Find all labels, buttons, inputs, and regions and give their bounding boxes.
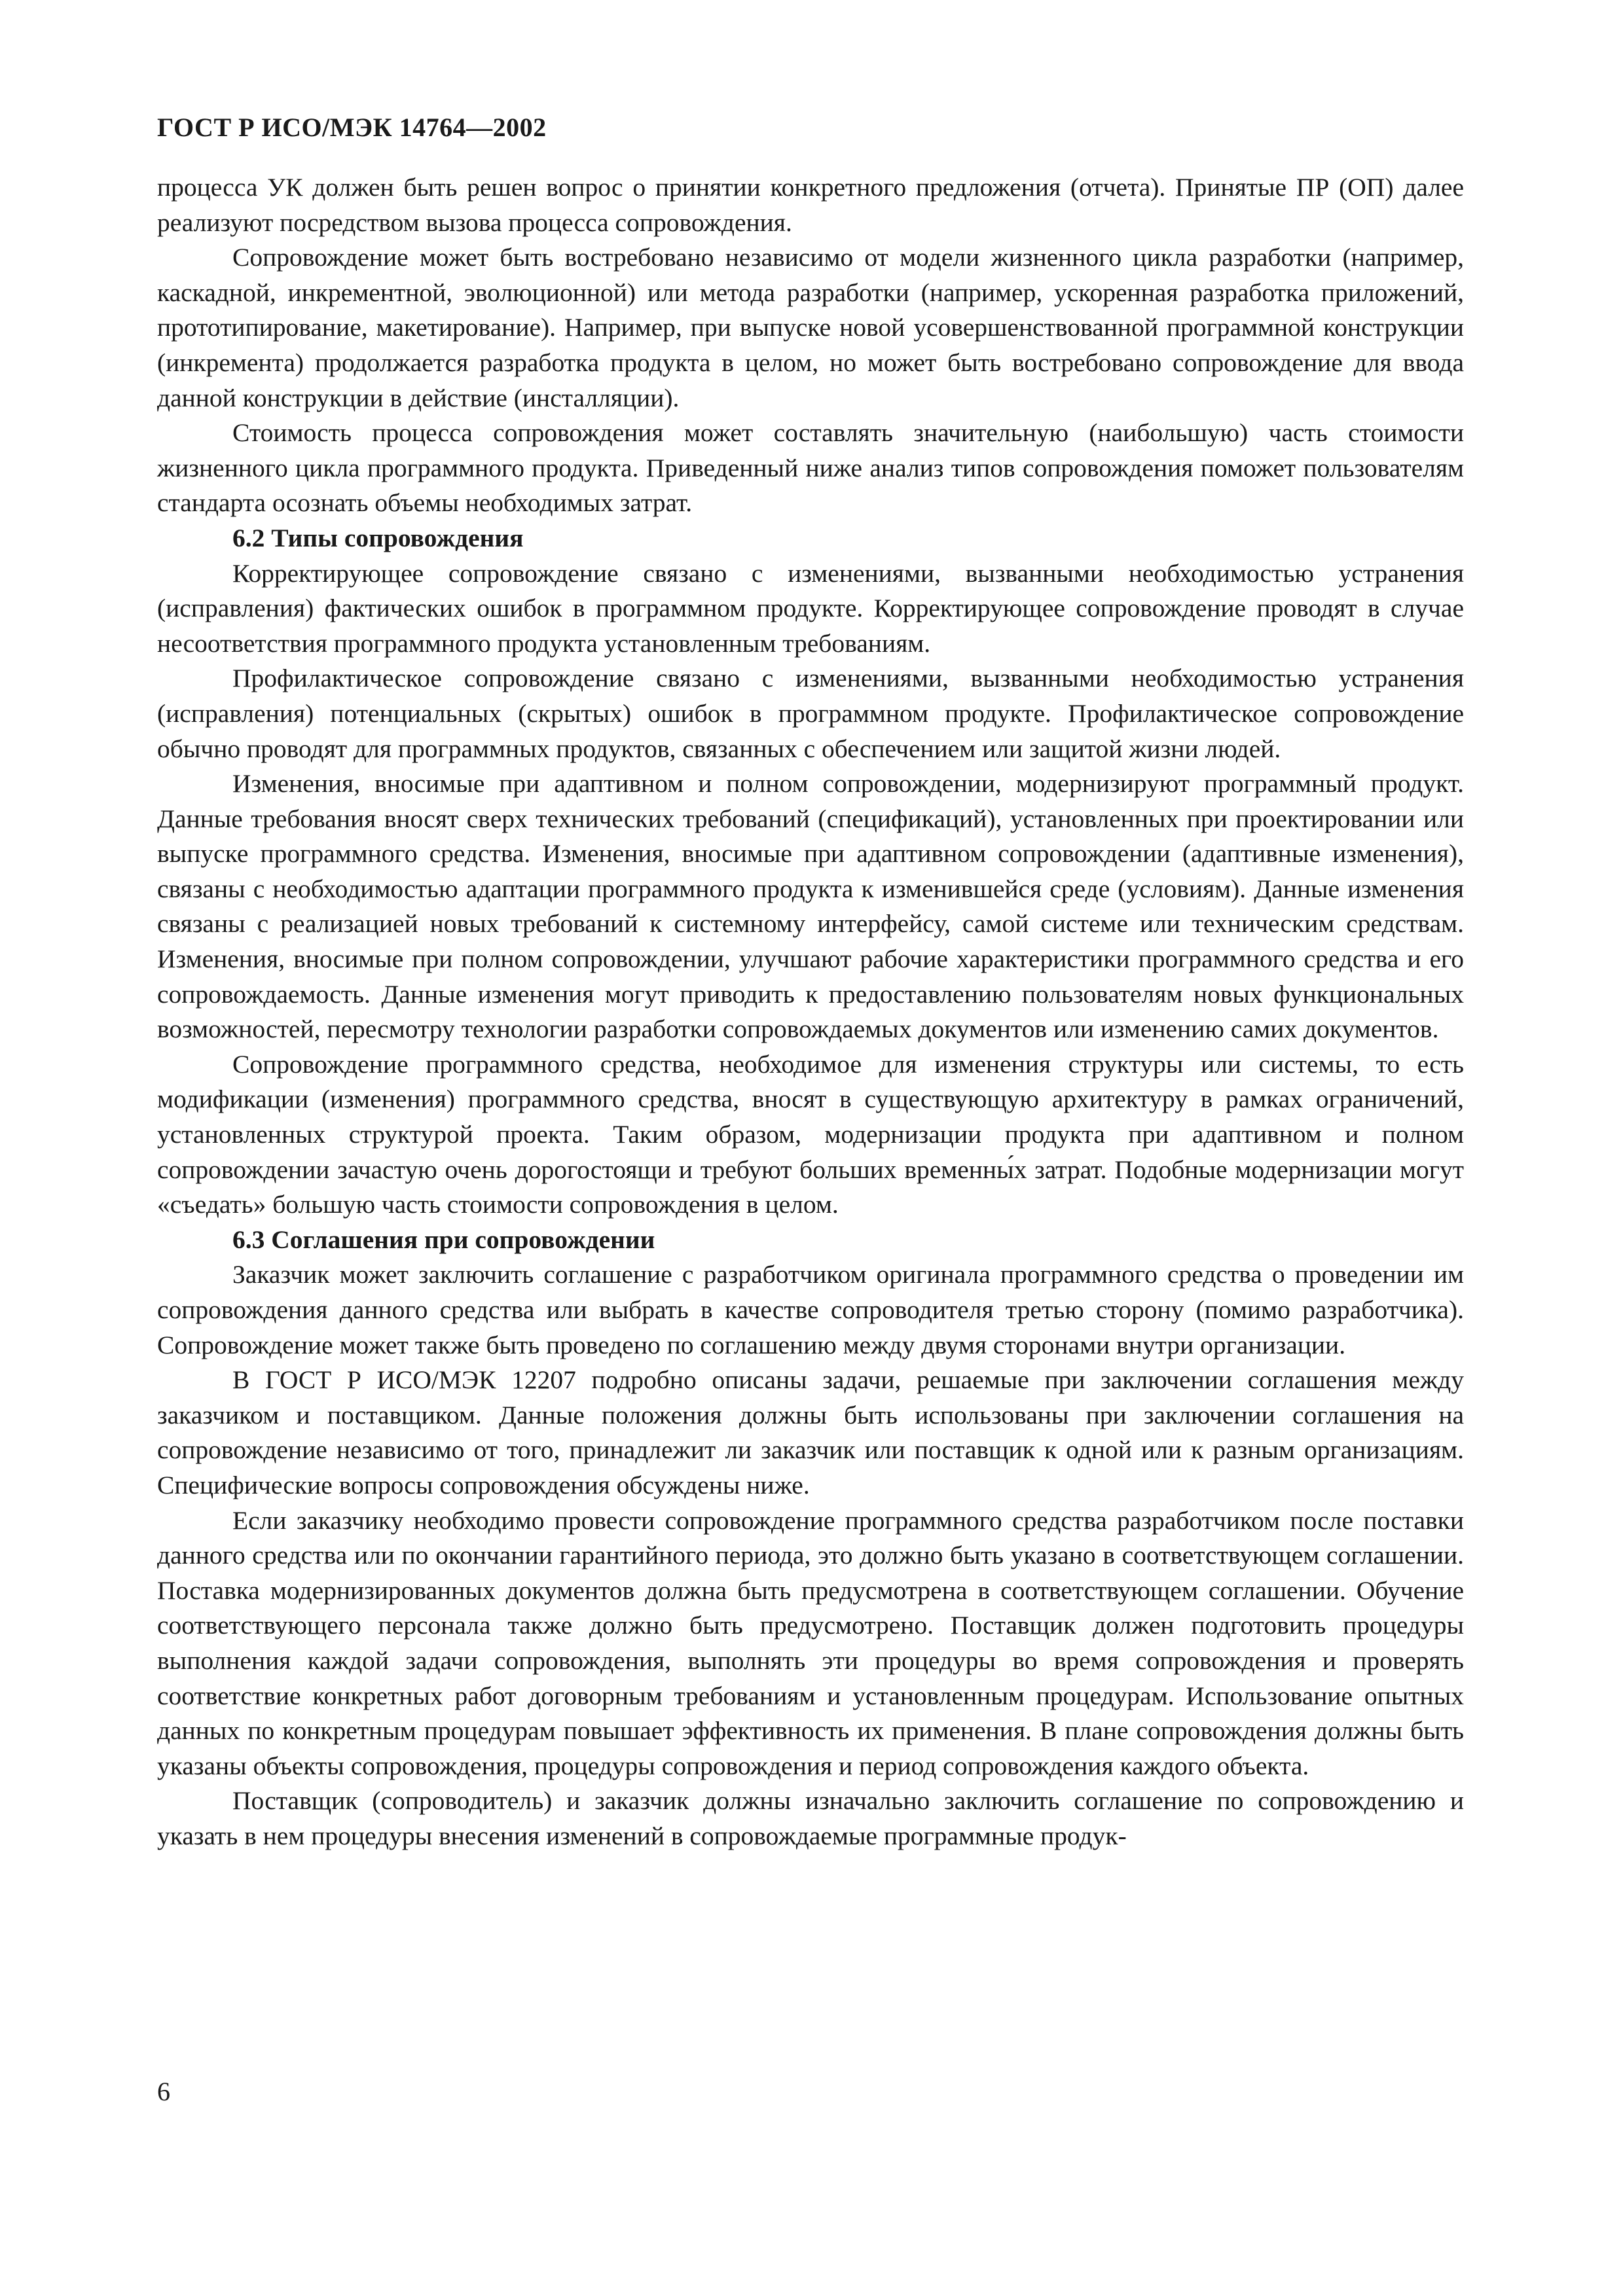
paragraph: Если заказчику необходимо провести сопровождение программного средства разработчиком после поставки данного средства или по окончании гарантийного периода, это должно быть указано в соответствующем соглашении. Поставка модернизированных документов должна быть предусмотрена в соответствующем соглашении. Обучение соответствующего персонала также должно быть предусмотрено. Поставщик должен подготовить процедуры выполнения каждой задачи сопровождения, выполнять эти процедуры во время сопровождения и проверять соответствие конкретных работ договорным требованиям и установленным процедурам. Использование опытных данных по конкретным процедурам повышает эффективность их применения. В плане сопровождения должны быть указаны объекты сопровождения, процедуры сопровождения и период сопровождения каждого объекта. (157, 1505, 1464, 1780)
page-number: 6 (157, 2077, 170, 2106)
section-heading-6-3: 6.3 Соглашения при сопровождении (232, 1225, 655, 1254)
document-page (157, 111, 1464, 1854)
paragraph: Поставщик (сопроводитель) и заказчик должны изначально заключить соглашение по сопровождению и указать в нем процедуры внесения изменений в сопровождаемые программные продук- (157, 1786, 1464, 1850)
paragraph: Заказчик может заключить соглашение с разработчиком оригинала программного средства о проведении им сопровождения данного средства или выбрать в качестве сопроводителя третью сторону (помимо разработчика). Сопровождение может также быть проведено по соглашению между двумя сторонами внутри организации. (157, 1260, 1464, 1359)
paragraph: Корректирующее сопровождение связано с изменениями, вызванными необходимостью устранения (исправления) фактических ошибок в программном продукте. Корректирующее сопровождение проводят в случае несоответствия программного продукта установленным требованиям. (157, 558, 1464, 658)
paragraph: Изменения, вносимые при адаптивном и полном сопровождении, модернизируют программный продукт. Данные требования вносят сверх технических требований (спецификаций), установленных при проектировании или выпуске программного средства. Изменения, вносимые при адаптивном сопровождении (адаптивные изменения), связаны с необходимостью адаптации программного продукта к изменившейся среде (условиям). Данные изменения связаны с реализацией новых требований к системному интерфейсу, самой системе или техническим средствам. Изменения, вносимые при полном сопровождении, улучшают рабочие характеристики программного средства и его сопровождаемость. Данные изменения могут приводить к предоставлению пользователям новых функциональных возможностей, пересмотру технологии разработки сопровождаемых документов или изменению самих документов. (157, 769, 1464, 1044)
paragraph: Сопровождение программного средства, необходимое для изменения структуры или системы, то есть модификации (изменения) программного средства, вносят в существующую архитектуру в рамках ограничений, установленных структурой проекта. Таким образом, модернизации продукта при адаптивном и полном сопровождении зачастую очень дорогостоящи и требуют больших временны́х затрат. Подобные модернизации могут «съедать» большую часть стоимости сопровождения в целом. (157, 1049, 1464, 1219)
document-header-title: ГОСТ Р ИСО/МЭК 14764—2002 (157, 113, 547, 142)
paragraph: Сопровождение может быть востребовано независимо от модели жизненного цикла разработки (например, каскадной, инкрементной, эволюционной) или метода разработки (например, ускоренная разработка приложений, прототипирование, макетирование). Например, при выпуске новой усовершенствованной программной конструкции (инкремента) продолжается разработка продукта в целом, но может быть востребовано сопровождение для ввода данной конструкции в действие (инсталляции). (157, 243, 1464, 412)
paragraph: Профилактическое сопровождение связано с изменениями, вызванными необходимостью устранения (исправления) потенциальных (скрытых) ошибок в программном продукте. Профилактическое сопровождение обычно проводят для программных продуктов, связанных с обеспечением или защитой жизни людей. (157, 664, 1464, 763)
paragraph: процесса УК должен быть решен вопрос о принятии конкретного предложения (отчета). Принятые ПР (ОП) далее реализуют посредством вызова процесса сопровождения. (157, 173, 1464, 237)
paragraph: Стоимость процесса сопровождения может составлять значительную (наибольшую) часть стоимости жизненного цикла программного продукта. Приведенный ниже анализ типов сопровождения поможет пользователям стандарта осознать объемы необходимых затрат. (157, 418, 1464, 518)
paragraph: В ГОСТ Р ИСО/МЭК 12207 подробно описаны задачи, решаемые при заключении соглашения между заказчиком и поставщиком. Данные положения должны быть использованы при заключении соглашения на сопровождение независимо от того, принадлежит ли заказчик или поставщик к одной или к разным организациям. Специфические вопросы сопровождения обсуждены ниже. (157, 1365, 1464, 1499)
section-heading-6-2: 6.2 Типы сопровождения (232, 523, 524, 552)
